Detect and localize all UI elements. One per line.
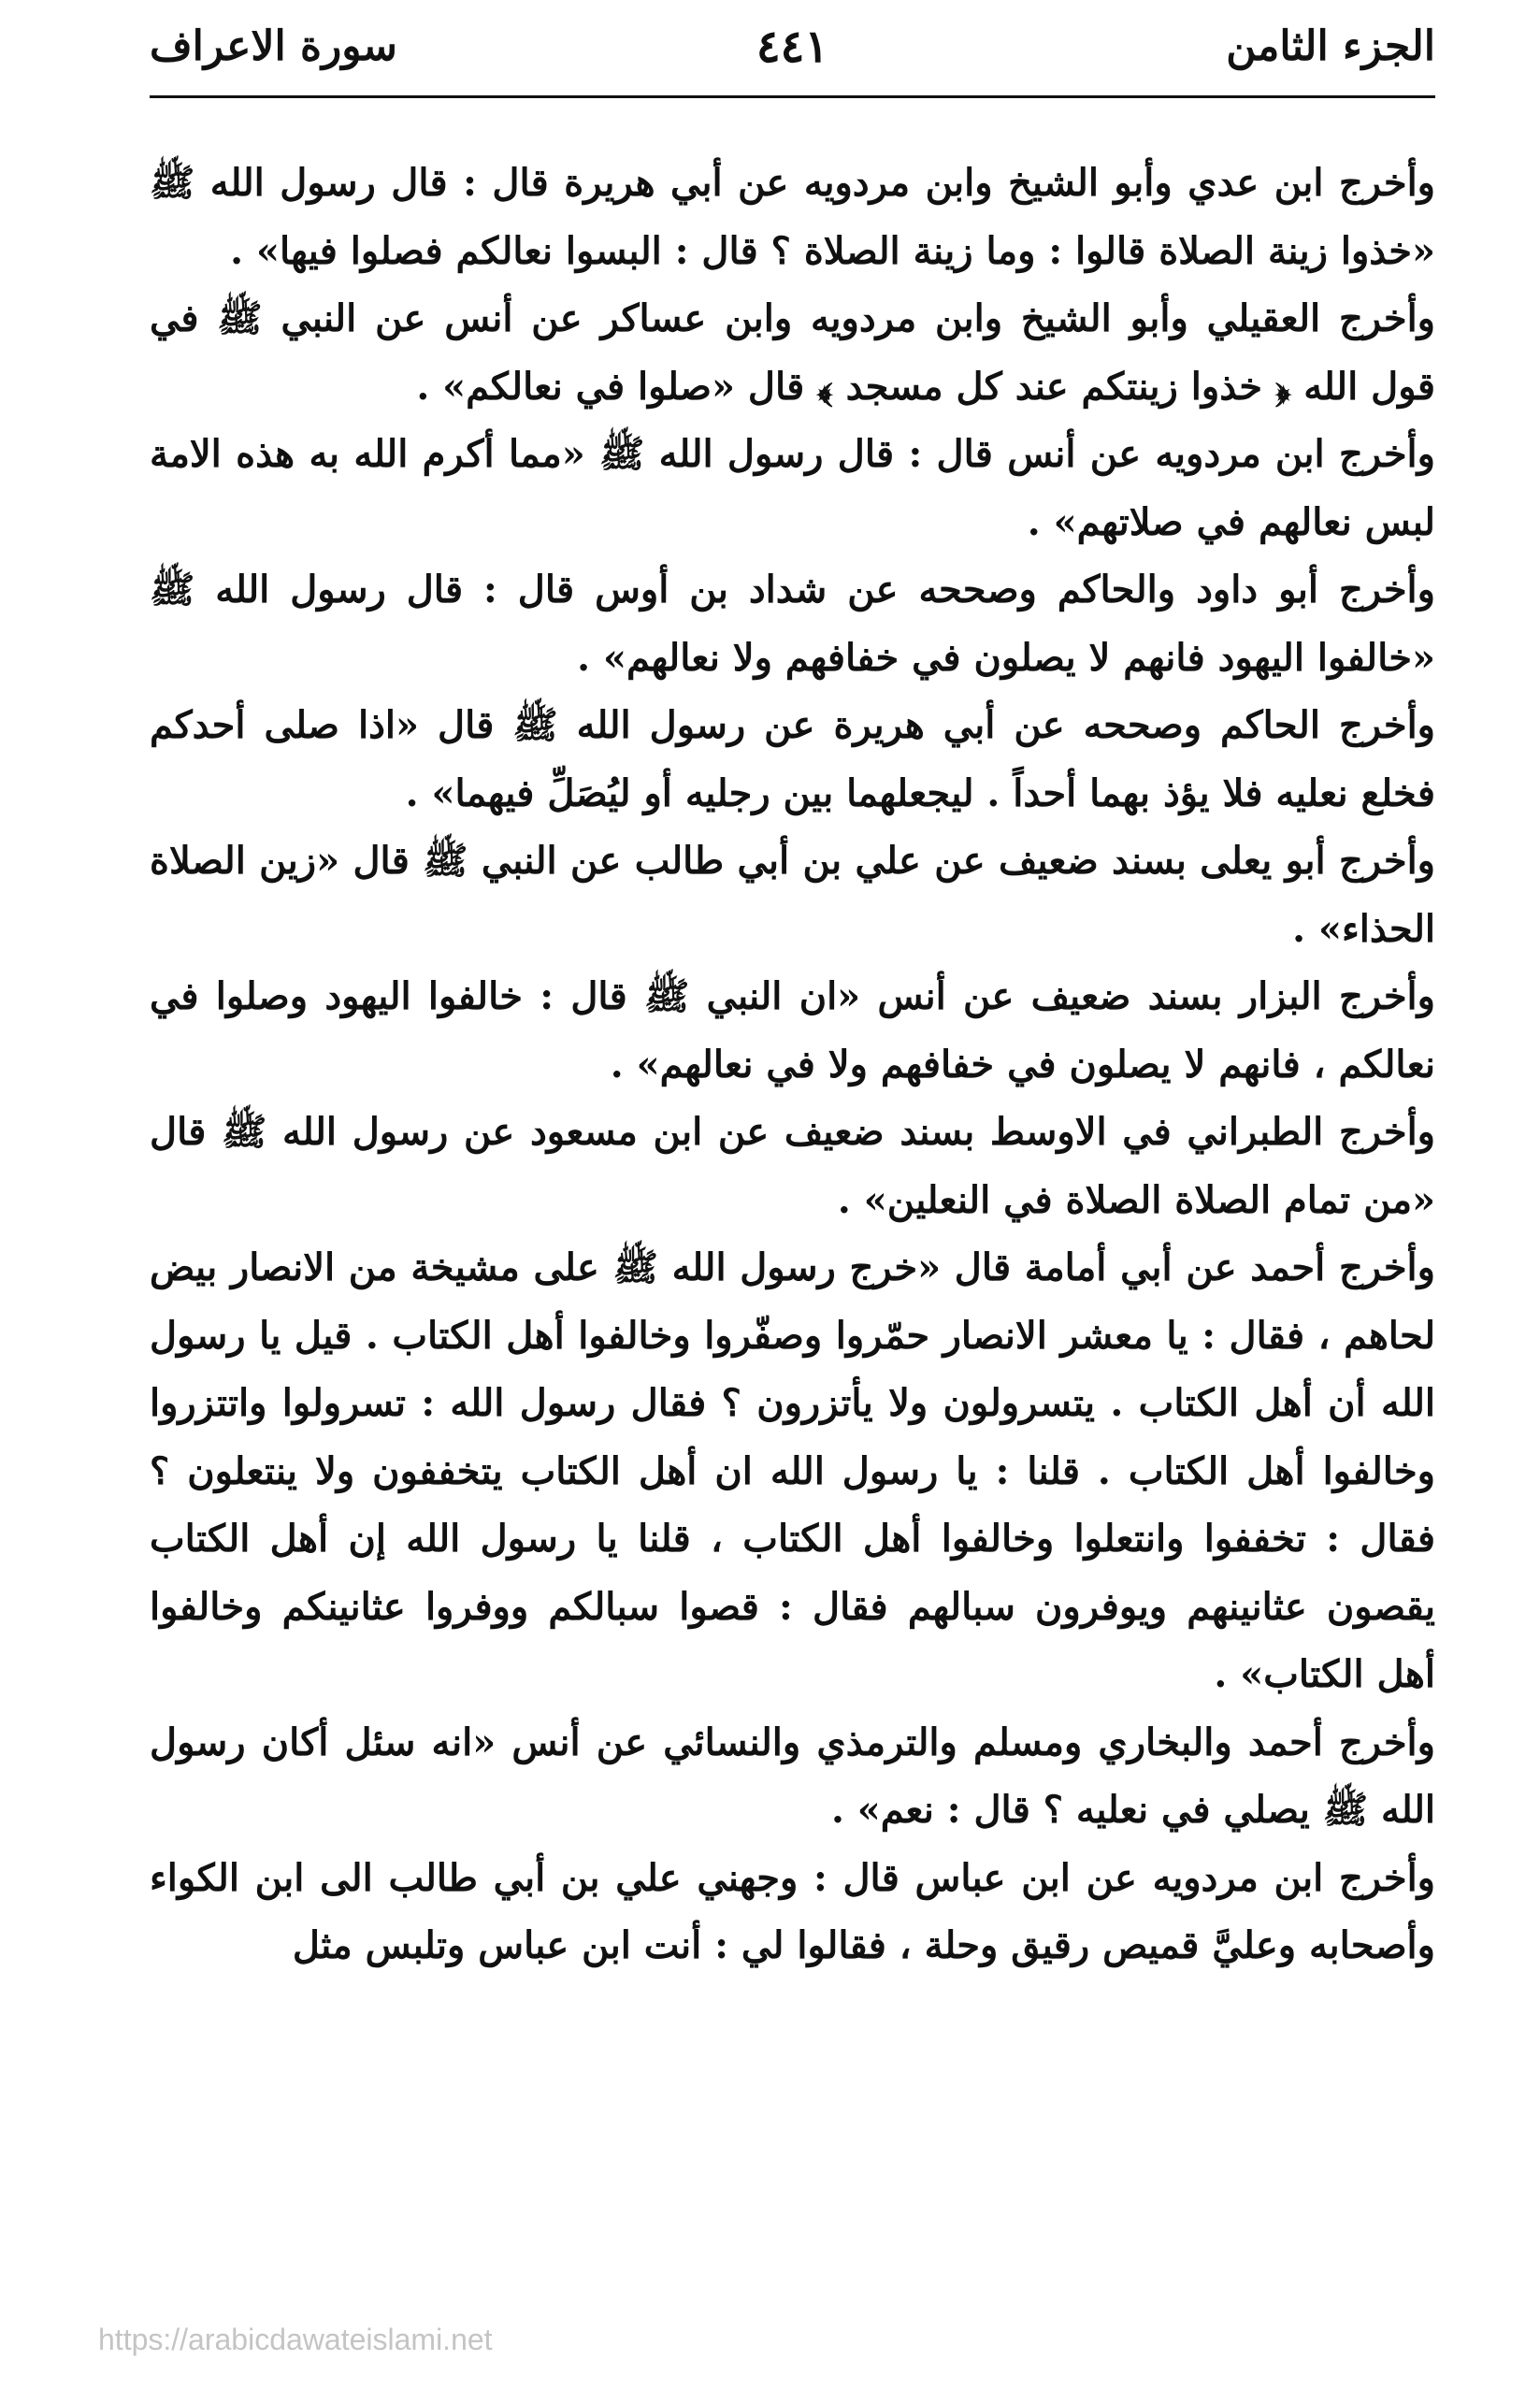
paragraph: وأخرج ابن مردويه عن أنس قال : قال رسول الله ﷺ «مما أكرم الله به هذه الامة لبس نعالهم في صلاتهم» . xyxy=(150,432,1435,544)
paragraph: وأخرج ابن مردويه عن ابن عباس قال : وجهني علي بن أبي طالب الى ابن الكواء وأصحابه وعليَّ قميص رقيق وحلة ، فقالوا لي : أنت ابن عباس وتلبس مثل xyxy=(150,1855,1435,1967)
paragraph: وأخرج أحمد عن أبي أمامة قال «خرج رسول الله ﷺ على مشيخة من الانصار بيض لحاهم ، فقال : يا معشر الانصار حمّروا وصفّروا وخالفوا أهل الكتاب . قيل يا رسول الله أن أهل الكتاب . يتسرولون ولا يأتزرون ؟ فقال رسول الله : تسرولوا واتتزروا وخالفوا أهل الكتاب . قلنا : يا رسول الله ان أهل الكتاب يتخففون ولا ينتعلون ؟ فقال : تخففوا وانتعلوا وخالفوا أهل الكتاب ، قلنا يا رسول الله إن أهل الكتاب يقصون عثانينهم ويوفرون سبالهم فقال : قصوا سبالكم ووفروا عثانينكم وخالفوا أهل الكتاب» . xyxy=(150,1245,1435,1696)
paragraph: وأخرج ابن عدي وأبو الشيخ وابن مردويه عن أبي هريرة قال : قال رسول الله ﷺ «خذوا زينة الصلاة قالوا : وما زينة الصلاة ؟ قال : البسوا نعالكم فصلوا فيها» . xyxy=(150,161,1435,273)
paragraph: وأخرج البزار بسند ضعيف عن أنس «ان النبي ﷺ قال : خالفوا اليهود وصلوا في نعالكم ، فانهم لا يصلون في خفافهم ولا في نعالهم» . xyxy=(150,974,1435,1087)
watermark-url: https://arabicdawateislami.net xyxy=(98,2323,493,2356)
header-rule xyxy=(150,95,1435,98)
paragraph: وأخرج أبو يعلى بسند ضعيف عن علي بن أبي طالب عن النبي ﷺ قال «زين الصلاة الحذاء» . xyxy=(150,839,1435,951)
paragraph: وأخرج الحاكم وصححه عن أبي هريرة عن رسول الله ﷺ قال «اذا صلى أحدكم فخلع نعليه فلا يؤذ بهما أحداً . ليجعلهما بين رجليه أو ليُصَلِّ فيهما» . xyxy=(150,703,1435,815)
page-number: ٤٤١ xyxy=(756,21,829,73)
part-label: الجزء الثامن xyxy=(1226,22,1435,70)
paragraph: وأخرج أبو داود والحاكم وصححه عن شداد بن أوس قال : قال رسول الله ﷺ «خالفوا اليهود فانهم لا يصلون في خفافهم ولا نعالهم» . xyxy=(150,568,1435,680)
page-header xyxy=(150,17,1435,82)
paragraph: وأخرج أحمد والبخاري ومسلم والترمذي والنسائي عن أنس «انه سئل أكان رسول الله ﷺ يصلي في نعليه ؟ قال : نعم» . xyxy=(150,1720,1435,1832)
paragraph: وأخرج الطبراني في الاوسط بسند ضعيف عن ابن مسعود عن رسول الله ﷺ قال «من تمام الصلاة الصلاة في النعلين» . xyxy=(150,1110,1435,1222)
surah-label: سورة الاعراف xyxy=(150,22,397,70)
paragraph: وأخرج العقيلي وأبو الشيخ وابن مردويه وابن عساكر عن أنس عن النبي ﷺ في قول الله ﴿ خذوا زينتكم عند كل مسجد ﴾ قال «صلوا في نعالكم» . xyxy=(150,296,1435,409)
page-body xyxy=(150,150,1435,1980)
